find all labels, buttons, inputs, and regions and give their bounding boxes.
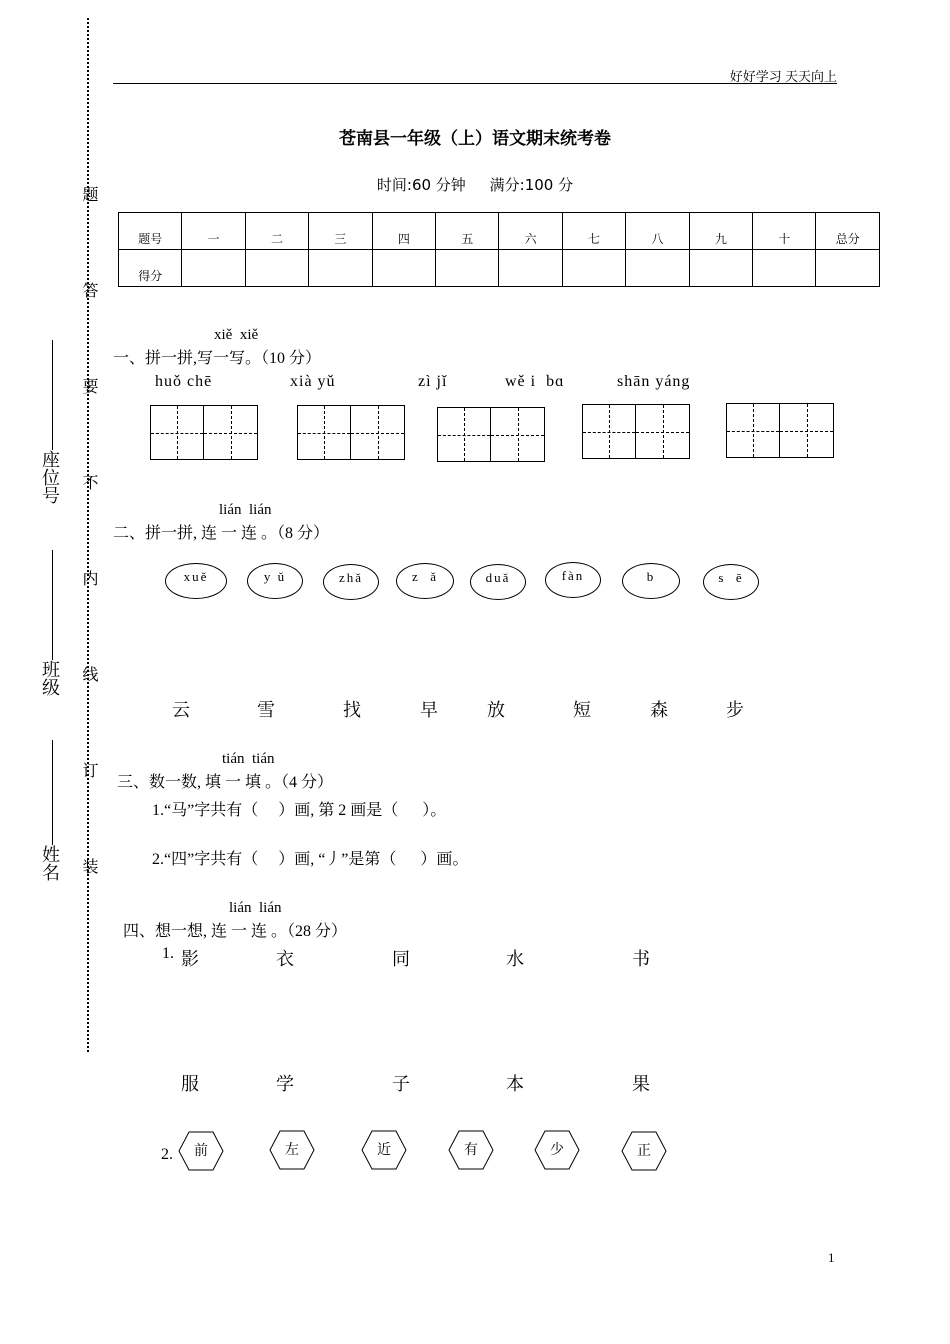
match-char-1[interactable]: 云: [172, 700, 190, 720]
score-cell-header: 一: [182, 213, 245, 250]
hexagon-3[interactable]: [361, 1130, 407, 1174]
score-cell[interactable]: [689, 250, 752, 287]
match-char-2[interactable]: 雪: [257, 700, 275, 720]
score-cell[interactable]: [182, 250, 245, 287]
score-cell-header: 十: [753, 213, 816, 250]
tian-cell[interactable]: [727, 404, 780, 457]
section1-pinyin-2: xià yǔ: [290, 373, 336, 390]
score-cell-header: 题号: [119, 213, 182, 250]
score-cell-header: 九: [689, 213, 752, 250]
tian-cell[interactable]: [491, 408, 544, 461]
top-char-4[interactable]: 水: [506, 949, 524, 969]
pinyin-oval-3[interactable]: zhǎ: [323, 564, 379, 600]
score-table-score-row: [119, 250, 880, 287]
score-cell[interactable]: [816, 250, 880, 287]
bottom-char-1[interactable]: 服: [181, 1074, 199, 1094]
tian-cell[interactable]: [351, 406, 404, 459]
binding-char-7: 订: [80, 762, 99, 778]
hexagon-label: 左: [285, 1143, 299, 1158]
writing-grid-5[interactable]: [726, 403, 834, 458]
score-cell-header: 三: [309, 213, 372, 250]
pinyin-oval-2[interactable]: y ǔ: [247, 563, 303, 599]
seat-number-line[interactable]: [52, 340, 53, 450]
section1-pinyin-annotation: xiě xiě: [214, 327, 259, 343]
name-line[interactable]: [52, 740, 53, 845]
hexagon-label: 前: [194, 1144, 208, 1159]
binding-char-8: 装: [80, 858, 99, 874]
score-cell[interactable]: [309, 250, 372, 287]
hexagon-label: 近: [377, 1143, 391, 1158]
pinyin-oval-1[interactable]: xuě: [165, 563, 227, 599]
binding-char-3: 要: [80, 378, 99, 394]
match-char-8[interactable]: 步: [726, 700, 744, 720]
writing-grid-2[interactable]: [297, 405, 405, 460]
section4-title: 四、想一想, 连 一 连 。（28 分）: [123, 923, 348, 940]
writing-grid-4[interactable]: [582, 404, 690, 459]
top-char-1[interactable]: 影: [181, 949, 199, 969]
section4-q1-number: 1.: [162, 945, 174, 962]
score-cell-header: 四: [372, 213, 435, 250]
binding-char-2: 答: [80, 282, 99, 298]
section3-pinyin-annotation: tián tián: [222, 751, 275, 767]
section1-pinyin-4: wě i bɑ: [505, 373, 565, 390]
section1-pinyin-5: shān yáng: [617, 373, 691, 390]
tian-cell[interactable]: [438, 408, 491, 461]
score-cell[interactable]: [753, 250, 816, 287]
header-rule: [113, 83, 837, 84]
section1-title: 一、拼一拼,写一写。（10 分）: [113, 350, 322, 367]
bottom-char-2[interactable]: 学: [276, 1074, 294, 1094]
tian-cell[interactable]: [780, 404, 833, 457]
hexagon-2[interactable]: [269, 1130, 315, 1174]
score-cell-header: 总分: [816, 213, 880, 250]
section1-pinyin-1: huǒ chē: [155, 373, 213, 390]
score-cell-header: 二: [245, 213, 308, 250]
pinyin-oval-4[interactable]: z ǎ: [396, 563, 454, 599]
page-title: 苍南县一年级（上）语文期末统考卷: [339, 129, 611, 149]
score-cell-header: 八: [626, 213, 689, 250]
tian-cell[interactable]: [583, 405, 636, 458]
tian-cell[interactable]: [151, 406, 204, 459]
pinyin-oval-8[interactable]: s ē: [703, 564, 759, 600]
top-char-3[interactable]: 同: [392, 949, 410, 969]
score-cell-header: 六: [499, 213, 562, 250]
hexagon-5[interactable]: [534, 1130, 580, 1174]
score-table: [118, 212, 880, 287]
score-cell[interactable]: [626, 250, 689, 287]
section1-pinyin-3: zì jǐ: [418, 373, 448, 390]
hexagon-label: 有: [464, 1143, 478, 1158]
match-char-7[interactable]: 森: [650, 700, 668, 720]
hexagon-4[interactable]: [448, 1130, 494, 1174]
writing-grid-1[interactable]: [150, 405, 258, 460]
score-cell[interactable]: [372, 250, 435, 287]
hexagon-label: 正: [637, 1144, 651, 1159]
tian-cell[interactable]: [204, 406, 257, 459]
binding-char-5: 内: [80, 570, 99, 586]
tian-cell[interactable]: [298, 406, 351, 459]
score-cell-header: 五: [436, 213, 499, 250]
name-label: 姓名: [39, 845, 60, 881]
hexagon-1[interactable]: [178, 1131, 224, 1175]
section2-title: 二、拼一拼, 连 一 连 。（8 分）: [113, 525, 330, 542]
section3-question-2: 2.“四”字共有（ ）画, “丿”是第（ ）画。: [152, 851, 469, 868]
score-cell[interactable]: [499, 250, 562, 287]
match-char-6[interactable]: 短: [573, 700, 591, 720]
bottom-char-5[interactable]: 果: [632, 1074, 650, 1094]
binding-char-6: 线: [80, 666, 99, 682]
writing-grid-3[interactable]: [437, 407, 545, 462]
page-number: 1: [828, 1250, 835, 1265]
section2-pinyin-annotation: lián lián: [219, 502, 272, 518]
tian-cell[interactable]: [636, 405, 689, 458]
pinyin-oval-6[interactable]: fàn: [545, 562, 601, 598]
top-char-5[interactable]: 书: [632, 949, 650, 969]
exam-info: 时间:60 分钟 满分:100 分: [376, 176, 574, 194]
section4-pinyin-annotation: lián lián: [229, 900, 282, 916]
binding-char-1: 题: [80, 186, 99, 202]
match-char-5[interactable]: 放: [487, 700, 505, 720]
bottom-char-4[interactable]: 本: [506, 1074, 524, 1094]
hexagon-6[interactable]: [621, 1131, 667, 1175]
section4-q2-number: 2.: [161, 1146, 173, 1163]
hexagon-label: 少: [550, 1143, 564, 1158]
pinyin-oval-7[interactable]: b: [622, 563, 680, 599]
top-char-2[interactable]: 衣: [276, 949, 294, 969]
bottom-char-3[interactable]: 子: [392, 1074, 410, 1094]
class-line[interactable]: [52, 550, 53, 660]
class-label: 班级: [39, 660, 60, 696]
score-cell[interactable]: [562, 250, 625, 287]
score-table-header-row: [119, 213, 880, 250]
match-char-3[interactable]: 找: [343, 700, 361, 720]
binding-char-4: 不: [80, 474, 99, 490]
header-slogan: 好好学习 天天向上: [729, 69, 837, 84]
score-cell-header: 七: [562, 213, 625, 250]
score-cell[interactable]: [436, 250, 499, 287]
score-cell[interactable]: [245, 250, 308, 287]
match-char-4[interactable]: 早: [420, 700, 438, 720]
pinyin-oval-5[interactable]: duǎ: [470, 564, 526, 600]
section3-title: 三、数一数, 填 一 填 。（4 分）: [117, 774, 334, 791]
seat-number-label: 座位号: [39, 450, 60, 504]
section3-question-1: 1.“马”字共有（ ）画, 第 2 画是（ ）。: [152, 802, 447, 819]
score-row-label: 得分: [119, 250, 182, 287]
